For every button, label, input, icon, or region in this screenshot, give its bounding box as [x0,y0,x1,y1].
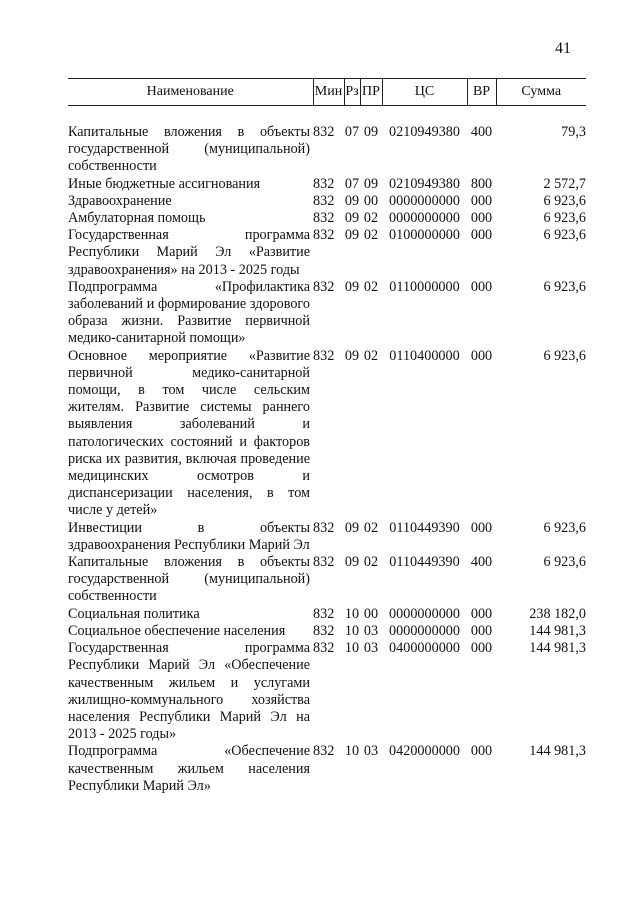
row-cs-cell: 0000000000 [389,192,460,209]
row-sum-cell: 6 923,6 [543,519,586,536]
row-name-cell: Государственная программа Республики Марий Эл «Развитие здравоохранения» на 2013 - 2025 годы [68,227,310,278]
row-vr-cell: 000 [470,347,493,364]
table-row [68,623,586,640]
table-row [68,193,586,210]
row-name-cell: Амбулаторная помощь [68,210,206,227]
row-vr-cell: 000 [470,192,493,209]
row-cs-cell: 0210949380 [389,175,460,192]
row-pr-cell: 02 [363,519,379,536]
row-cs-cell: 0000000000 [389,605,460,622]
row-min-cell: 832 [313,278,335,295]
table-row [68,176,586,193]
row-vr-cell: 000 [470,519,493,536]
row-sum-cell: 6 923,6 [543,192,586,209]
table-row [68,554,586,606]
row-vr-cell: 000 [470,210,493,227]
table-row [68,348,586,520]
row-cs-cell: 0420000000 [389,743,460,760]
table-header-row [68,79,586,106]
row-sum-cell: 6 923,6 [543,554,586,571]
row-cs-cell: 0110449390 [389,519,460,536]
row-name-cell: Основное мероприятие «Развитие первичной медико-санитарной помощи, в том числе сельским жителям. Развитие системы раннего выявления заболеваний и патологических состояний и факторов риска их развития, включая проведение медицинских осмотров и диспансеризации населения, в том числе у детей» [68,347,310,519]
row-cs-cell: 0210949380 [389,124,460,140]
row-min-cell: 832 [313,210,335,227]
row-name-cell: Иные бюджетные ассигнования [68,175,261,192]
table-row [68,279,586,348]
row-pr-cell: 02 [363,554,379,571]
row-pr-cell: 02 [363,210,379,227]
row-rz-cell: 07 [344,175,360,192]
row-min-cell: 832 [313,124,335,140]
row-min-cell: 832 [313,554,335,571]
header-name: Наименование [68,79,313,106]
row-rz-cell: 09 [344,278,360,295]
row-pr-cell: 02 [363,227,379,244]
row-sum-cell: 6 923,6 [543,347,586,364]
row-sum-cell: 144 981,3 [529,622,586,639]
row-rz-cell: 09 [344,554,360,571]
row-rz-cell: 10 [344,605,360,622]
row-sum-cell: 144 981,3 [529,743,586,760]
row-cs-cell: 0000000000 [389,210,460,227]
header-pr: ПР [360,79,382,106]
row-rz-cell: 10 [344,622,360,639]
row-pr-cell: 02 [363,278,379,295]
row-vr-cell: 000 [470,622,493,639]
row-min-cell: 832 [313,640,335,657]
row-name-cell: Здравоохранение [68,192,172,209]
row-min-cell: 832 [313,605,335,622]
row-min-cell: 832 [313,175,335,192]
row-pr-cell: 03 [363,743,379,760]
row-min-cell: 832 [313,519,335,536]
row-min-cell: 832 [313,227,335,244]
page-number: 41 [555,40,571,57]
row-pr-cell: 02 [363,347,379,364]
row-name-cell: Капитальные вложения в объекты государственной (муниципальной) собственности [68,554,310,605]
row-cs-cell: 0110449390 [389,554,460,571]
row-pr-cell: 00 [363,192,379,209]
table-row [68,210,586,227]
row-pr-cell: 09 [363,124,379,140]
row-cs-cell: 0110400000 [389,347,460,364]
row-name-cell: Капитальные вложения в объекты государственной (муниципальной) собственности [68,124,310,175]
header-vr: ВР [467,79,496,106]
row-vr-cell: 800 [470,175,493,192]
row-sum-cell: 144 981,3 [529,640,586,657]
table-row [68,606,586,623]
table-row [68,227,586,279]
row-sum-cell: 6 923,6 [543,227,586,244]
row-name-cell: Социальная политика [68,605,200,622]
header-rz: Рз [344,79,360,106]
table-row [68,520,586,554]
row-name-cell: Инвестиции в объекты здравоохранения Республики Марий Эл [68,519,310,553]
row-sum-cell: 2 572,7 [543,175,586,192]
row-vr-cell: 000 [470,605,493,622]
row-rz-cell: 09 [344,519,360,536]
row-min-cell: 832 [313,743,335,760]
row-vr-cell: 000 [470,743,493,760]
header-sum: Сумма [496,79,586,106]
row-min-cell: 832 [313,347,335,364]
table-row [68,640,586,743]
table-row [68,743,586,795]
table-body [68,106,586,795]
header-spacer [68,106,586,125]
row-cs-cell: 0100000000 [389,227,460,244]
row-rz-cell: 10 [344,640,360,657]
table-row [68,124,586,176]
row-pr-cell: 03 [363,622,379,639]
row-rz-cell: 09 [344,347,360,364]
row-name-cell: Подпрограмма «Профилактика заболеваний и формирование здорового образа жизни. Развитие первичной медико-санитарной помощи» [68,278,310,347]
row-cs-cell: 0000000000 [389,622,460,639]
row-vr-cell: 000 [470,278,493,295]
row-vr-cell: 000 [470,227,493,244]
row-vr-cell: 000 [470,640,493,657]
row-sum-cell: 238 182,0 [529,605,586,622]
row-sum-cell: 6 923,6 [543,210,586,227]
row-rz-cell: 09 [344,192,360,209]
row-rz-cell: 09 [344,210,360,227]
row-rz-cell: 07 [344,124,360,140]
header-min: Мин [313,79,344,106]
row-min-cell: 832 [313,622,335,639]
row-name-cell: Подпрограмма «Обеспечение качественным жильем населения Республики Марий Эл» [68,743,310,794]
row-name-cell: Социальное обеспечение населения [68,622,286,639]
row-vr-cell: 400 [470,124,493,140]
row-name-cell: Государственная программа Республики Марий Эл «Обеспечение качественным жильем и услугами жилищно-коммунального хозяйства населения Республики Марий Эл на 2013 - 2025 годы» [68,640,310,743]
row-min-cell: 832 [313,192,335,209]
budget-table [68,78,586,795]
row-rz-cell: 09 [344,227,360,244]
header-cs: ЦС [382,79,467,106]
row-vr-cell: 400 [470,554,493,571]
row-pr-cell: 09 [363,175,379,192]
row-sum-cell: 79,3 [561,124,586,140]
row-sum-cell: 6 923,6 [543,278,586,295]
row-cs-cell: 0400000000 [389,640,460,657]
row-pr-cell: 00 [363,605,379,622]
row-rz-cell: 10 [344,743,360,760]
row-pr-cell: 03 [363,640,379,657]
row-cs-cell: 0110000000 [389,278,460,295]
